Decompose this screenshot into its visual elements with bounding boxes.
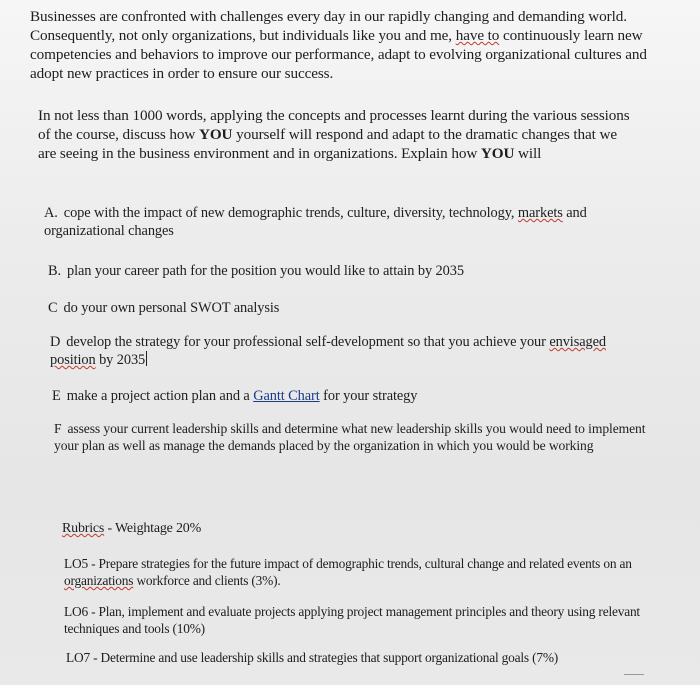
lo5-organizations: organizations	[64, 573, 134, 588]
item-text-2: for your strategy	[319, 388, 418, 404]
item-text-2: by 2035	[95, 352, 146, 368]
lo6-text: LO6 - Plan, implement and evaluate projects applying project management principles and theory using relevant techniques and tools (10%)	[64, 604, 640, 636]
list-item-e	[52, 387, 652, 405]
task-you-2: YOU	[480, 145, 515, 162]
lo5-text: LO5 - Prepare strategies for the future impact of demographic trends, cultural change and related events on an	[64, 556, 632, 571]
intro-paragraph	[30, 7, 670, 83]
task-text-1: In not less than 1000 words, applying the concepts and processes learnt during the various sessions of the course, discuss how	[38, 107, 630, 143]
list-item-c	[48, 299, 648, 317]
intro-text: Businesses are confronted with challenges every day in our rapidly changing and demanding world. Consequently, not only organizations, but individuals like you and me,	[30, 8, 627, 44]
item-text: assess your current leadership skills and determine what new leadership skills you would need to implement your plan as well as manage the demands placed by the organization in which you would be working	[54, 421, 646, 453]
item-letter: D	[50, 334, 61, 350]
intro-rest: continuously learn new competencies and behaviors to improve our performance, adapt to evolving organizational cultures and adopt new practices in order to ensure our success.	[30, 27, 647, 82]
list-item-d	[50, 333, 650, 369]
item-text: do your own personal SWOT analysis	[63, 300, 280, 316]
rubric-lo7	[66, 649, 666, 666]
rubrics-label: Rubrics	[62, 521, 105, 536]
rubric-lo6	[64, 603, 664, 637]
list-item-a	[44, 204, 664, 240]
lo7-text: LO7 - Determine and use leadership skills and strategies that support organizational goals (7%)	[66, 650, 559, 665]
gantt-chart-link[interactable]: Gantt Chart	[253, 388, 320, 404]
resize-handle-icon	[624, 674, 644, 681]
task-text-3: will	[514, 145, 542, 162]
task-paragraph	[38, 106, 638, 163]
rubrics-sep: -	[104, 521, 115, 536]
item-envisaged: envisaged position	[50, 334, 606, 368]
item-text: cope with the impact of new demographic trends, culture, diversity, technology,	[63, 205, 518, 221]
item-letter: C	[48, 300, 58, 316]
item-text-2: and organizational changes	[44, 205, 587, 239]
rubrics-weightage: Weightage 20%	[114, 521, 202, 536]
item-letter: E	[52, 388, 61, 404]
item-markets: markets	[517, 205, 563, 221]
rubrics-heading	[62, 520, 201, 537]
item-text: plan your career path for the position you would like to attain by 2035	[67, 263, 464, 279]
item-text: develop the strategy for your professional self-development so that you achieve your	[66, 334, 550, 350]
list-item-b	[48, 262, 648, 280]
text-cursor[interactable]	[146, 351, 147, 366]
item-letter: F	[54, 421, 62, 436]
list-item-f	[54, 420, 654, 454]
rubric-lo5	[64, 555, 664, 589]
lo5-text-2: workforce and clients (3%).	[133, 573, 281, 588]
item-letter: A.	[44, 205, 58, 221]
intro-have-to: have to	[455, 27, 500, 44]
task-you-1: YOU	[198, 126, 233, 143]
item-letter: B.	[48, 263, 61, 279]
task-text-2: yourself will respond and adapt to the dramatic changes that we are seeing in the business environment and in organizations. Explain how	[38, 126, 617, 162]
item-text: make a project action plan and a	[66, 388, 254, 404]
